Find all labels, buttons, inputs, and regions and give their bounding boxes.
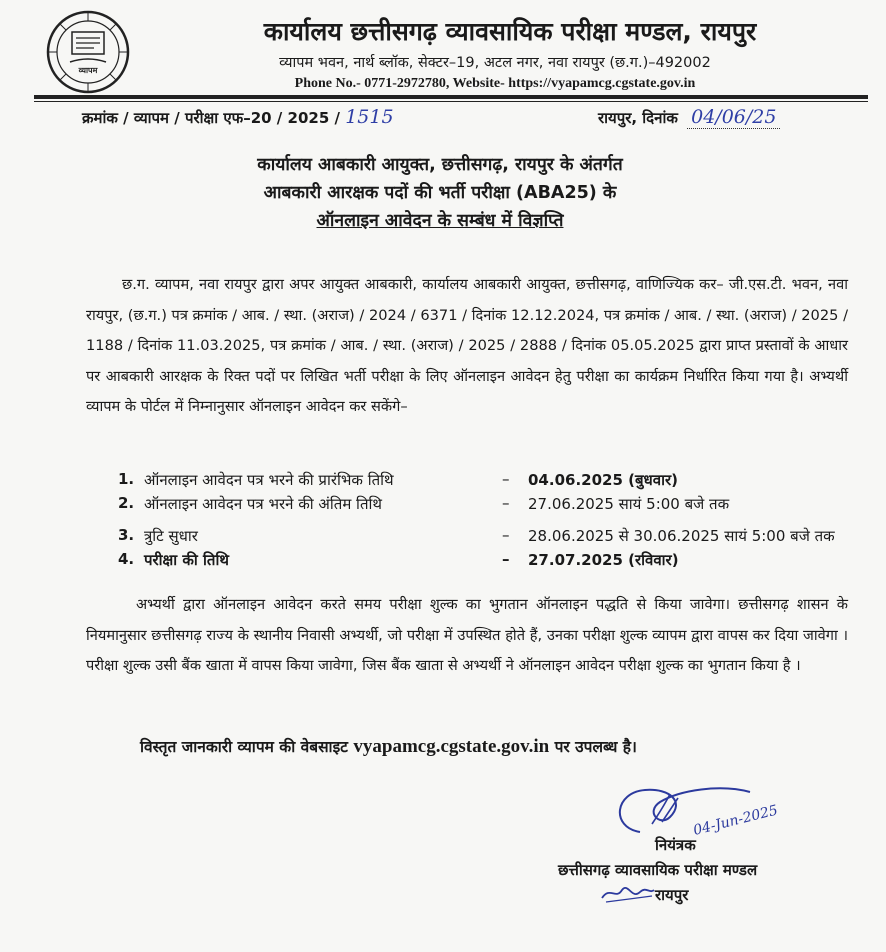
website-info-suffix: पर उपलब्ध है। — [554, 738, 637, 756]
organization-contact: Phone No.- 0771-2972780, Website- https://vyapamcg.cgstate.gov.in — [294, 76, 696, 91]
website-info-prefix: विस्तृत जानकारी व्यापम की वेबसाइट — [140, 738, 348, 756]
signatory-city: रायपुर — [655, 886, 689, 904]
subject-line-3: ऑनलाइन आवेदन के सम्बंध में विज्ञप्ति — [316, 211, 564, 231]
reference-number-handwritten: 1515 — [345, 106, 394, 128]
schedule-number: 3. — [118, 526, 135, 544]
reference-number — [82, 106, 394, 128]
signatory-organization: छत्तीसगढ़ व्यावसायिक परीक्षा मण्डल — [558, 861, 758, 879]
website-link[interactable]: vyapamcg.cgstate.gov.in — [353, 736, 550, 757]
organization-title: कार्यालय छत्तीसगढ़ व्यावसायिक परीक्षा मण्डल, रायपुर — [263, 17, 757, 46]
organization-address: व्यापम भवन, नार्थ ब्लॉक, सेक्टर–19, अटल नगर, नवा रायपुर (छ.ग.)–492002 — [279, 55, 711, 71]
schedule-label: त्रुटि सुधार — [144, 527, 198, 545]
schedule-dash: – — [502, 526, 510, 544]
fee-paragraph: अभ्यर्थी द्वारा ऑनलाइन आवेदन करते समय परीक्षा शुल्क का भुगतान ऑनलाइन पद्धति से किया जावेगा। छत्तीसगढ़ शासन के नियमानुसार छत्तीसगढ़ राज्य के स्थानीय निवासी अभ्यर्थी, जो परीक्षा में उपस्थित होते हैं, उनका परीक्षा शुल्क व्यापम द्वारा वापस कर दिया जावेगा । परीक्षा शुल्क उसी बैंक खाता में वापस किया जावेगा, जिस बैंक खाता से अभ्यर्थी ने ऑनलाइन आवेदन परीक्षा शुल्क का भुगतान किया है । — [86, 596, 848, 674]
subject-line-2: आबकारी आरक्षक पदों की भर्ती परीक्षा (ABA25) के — [263, 183, 617, 203]
svg-text:04-Jun-2025: 04-Jun-2025 — [691, 802, 780, 839]
subject-line-1: कार्यालय आबकारी आयुक्त, छत्तीसगढ़, रायपुर के अंतर्गत — [257, 155, 623, 175]
website-info — [140, 735, 637, 758]
schedule-label: ऑनलाइन आवेदन पत्र भरने की अंतिम तिथि — [144, 495, 382, 513]
schedule-value: 28.06.2025 से 30.06.2025 सायं 5:00 बजे तक — [528, 527, 835, 545]
schedule-value: 27.06.2025 सायं 5:00 बजे तक — [528, 495, 730, 513]
svg-text:व्यापम: व्यापम — [78, 66, 98, 75]
schedule-dash: – — [502, 550, 510, 568]
place-date-label: रायपुर, दिनांक — [598, 109, 678, 127]
schedule-number: 1. — [118, 470, 135, 488]
reference-number-prefix: क्रमांक / व्यापम / परीक्षा एफ–20 / 2025 / — [82, 109, 340, 127]
schedule-value: 04.06.2025 (बुधवार) — [528, 471, 678, 489]
intro-paragraph: छ.ग. व्यापम, नवा रायपुर द्वारा अपर आयुक्त आबकारी, कार्यालय आबकारी आयुक्त, छत्तीसगढ़, वाणिज्यिक कर– जी.एस.टी. भवन, नवा रायपुर, (छ.ग.) पत्र क्रमांक / आब. / स्था. (अराज) / 2024 / 6371 / दिनांक 12.12.2024, पत्र क्रमांक / आब. / स्था. (अराज) / 2025 / 1188 / दिनांक 11.03.2025, पत्र क्रमांक / आब. / स्था. (अराज) / 2025 / 2888 / दिनांक 05.05.2025 द्वारा प्राप्त प्रस्तावों के आधार पर आबकारी आरक्षक के रिक्त पदों पर लिखित भर्ती परीक्षा के लिए ऑनलाइन आवेदन हेतु परीक्षा का कार्यक्रम निर्धारित किया गया है। अभ्यर्थी व्यापम के पोर्टल में निम्नानुसार ऑनलाइन आवेदन कर सकेंगे– — [86, 276, 848, 415]
schedule-dash: – — [502, 494, 510, 512]
schedule-dash: – — [502, 470, 510, 488]
schedule-label: परीक्षा की तिथि — [144, 551, 229, 569]
schedule-number: 4. — [118, 550, 135, 568]
schedule-value: 27.07.2025 (रविवार) — [528, 551, 679, 569]
header-divider-thin — [34, 101, 868, 102]
schedule-label: ऑनलाइन आवेदन पत्र भरने की प्रारंभिक तिथि — [144, 471, 394, 489]
place-date — [598, 106, 780, 129]
header-divider-thick — [34, 95, 868, 99]
initials-signature — [598, 880, 658, 906]
issue-date-handwritten: 04/06/25 — [687, 106, 780, 129]
vyapam-logo-emblem — [46, 10, 130, 94]
schedule-number: 2. — [118, 494, 135, 512]
signatory-role: नियंत्रक — [655, 836, 696, 854]
controller-signature — [600, 772, 800, 852]
